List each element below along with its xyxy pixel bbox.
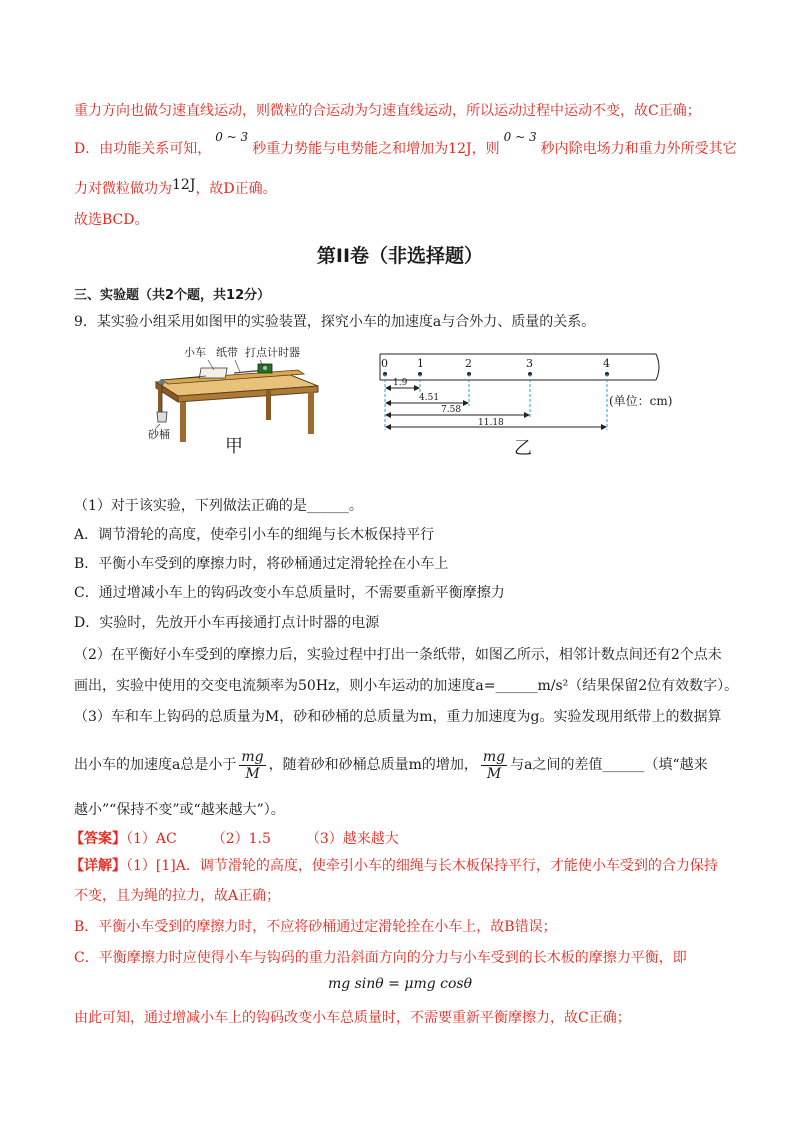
fraction-numerator: mg bbox=[482, 748, 506, 765]
fraction-mg-over-m-1 bbox=[239, 749, 265, 782]
time-range-2: 0 ~ 3 bbox=[503, 130, 537, 144]
question-part-1: （1）对于该实验，下列做法正确的是______。 bbox=[74, 498, 363, 514]
part-3-text-c: 与a之间的差值______（填“越来 bbox=[510, 757, 708, 773]
tape-point-3: 3 bbox=[526, 357, 533, 370]
distance-label-3: 7.58 bbox=[441, 405, 462, 415]
detail-text-1: （1）[1]A．调节滑轮的高度，使牵引小车的细绳与长木板保持平行，才能使小车受到的合力保持 bbox=[126, 858, 718, 874]
unit-label: (单位：cm) bbox=[609, 394, 673, 408]
option-d: D．实验时，先放开小车再接通打点计时器的电源 bbox=[74, 615, 380, 631]
solution-line-1: 重力方向也做匀速直线运动，则微粒的合运动为匀速直线运动，所以运动过程中运动不变，故C正确； bbox=[74, 103, 701, 119]
answer-tag: 【答案】 bbox=[70, 831, 126, 847]
detail-line-4: C．平衡摩擦力时应使得小车与钩码的重力沿斜面方向的分力与小车受到的长木板的摩擦力平衡，即 bbox=[74, 950, 687, 966]
answer-text: （1）AC （2）1.5 （3）越来越大 bbox=[126, 831, 399, 847]
fraction-denominator: M bbox=[486, 765, 502, 782]
label-bucket: 砂桶 bbox=[148, 428, 170, 441]
section-title: 第II卷（非选择题） bbox=[316, 245, 484, 267]
fraction-denominator: M bbox=[245, 765, 260, 782]
tape-point-1: 1 bbox=[417, 357, 424, 370]
detail-tag: 【详解】 bbox=[70, 858, 126, 874]
section-header: 三、实验题（共2个题，共12分） bbox=[74, 288, 271, 303]
equilibrium-formula: mg sinθ = μmg cosθ bbox=[327, 976, 473, 992]
figure-yi-caption: 乙 bbox=[514, 438, 532, 459]
distance-label-2: 4.51 bbox=[419, 393, 440, 403]
solution-line-3-a: 力对微粒做功为 bbox=[74, 181, 172, 197]
question-part-3-line-3: 越小”“保持不变”或“越来越大”）。 bbox=[74, 802, 285, 818]
detail-line-5: 由此可知，通过增减小车上的钩码改变小车总质量时，不需要重新平衡摩擦力，故C正确； bbox=[74, 1010, 631, 1026]
time-range-1: 0 ~ 3 bbox=[215, 130, 249, 144]
detail-line-2: 不变，且为绳的拉力，故A正确； bbox=[74, 888, 281, 904]
tape-point-2: 2 bbox=[465, 357, 472, 370]
label-timer: 打点计时器 bbox=[245, 346, 300, 359]
solution-line-2-a: D．由功能关系可知， bbox=[74, 141, 212, 157]
detail-line-3: B．平衡小车受到的摩擦力时，不应将砂桶通过定滑轮拴在小车上，故B错误； bbox=[74, 919, 557, 935]
solution-line-3 bbox=[74, 177, 277, 198]
fraction-numerator: mg bbox=[241, 748, 264, 765]
solution-line-2 bbox=[74, 130, 737, 158]
figure-jia-caption: 甲 bbox=[225, 436, 243, 457]
option-c: C．通过增减小车上的钩码改变小车总质量时，不需要重新平衡摩擦力 bbox=[74, 585, 505, 601]
solution-line-2-b: 秒重力势能与电势能之和增加为12J，则 bbox=[252, 141, 500, 157]
distance-label-1: 1.9 bbox=[393, 378, 408, 388]
solution-line-2-c: 秒内除电场力和重力外所受其它 bbox=[540, 141, 737, 157]
distance-label-4: 11.18 bbox=[478, 418, 504, 428]
solution-line-4: 故选BCD。 bbox=[74, 212, 149, 228]
solution-line-3-b: ，故D正确。 bbox=[195, 181, 277, 197]
question-part-3-line-1: （3）车和车上钩码的总质量为M，砂和砂桶的总质量为m，重力加速度为g。实验发现用纸带上的数据算 bbox=[74, 709, 722, 725]
part-3-text-a: 出小车的加速度a总是小于 bbox=[74, 757, 237, 773]
label-tape: 纸带 bbox=[216, 346, 238, 359]
tape-point-0: 0 bbox=[381, 357, 388, 370]
question-part-2-line-2: 画出，实验中使用的交变电流频率为50Hz，则小车运动的加速度a=______m/s²（结果保留2位有效数字）。 bbox=[74, 678, 739, 694]
answer-line bbox=[70, 830, 399, 848]
question-part-2-line-1: （2）在平衡好小车受到的摩擦力后，实验过程中打出一条纸带，如图乙所示，相邻计数点间还有2个点未 bbox=[74, 647, 722, 663]
tape-point-4: 4 bbox=[603, 357, 610, 370]
question-part-3-line-2 bbox=[74, 748, 708, 782]
label-car: 小车 bbox=[184, 346, 206, 359]
work-value: 12J bbox=[172, 177, 196, 193]
fraction-mg-over-m-2 bbox=[481, 749, 507, 782]
part-3-text-b: ，随着砂和砂桶总质量m的增加， bbox=[268, 757, 478, 773]
question-9-stem: 9．某实验小组采用如图甲的实验装置，探究小车的加速度a与合外力、质量的关系。 bbox=[74, 314, 596, 330]
option-a: A．调节滑轮的高度，使牵引小车的细绳与长木板保持平行 bbox=[74, 527, 435, 543]
detail-line-1 bbox=[70, 857, 718, 875]
option-b: B．平衡小车受到的摩擦力时，将砂桶通过定滑轮拴在小车上 bbox=[74, 556, 449, 572]
